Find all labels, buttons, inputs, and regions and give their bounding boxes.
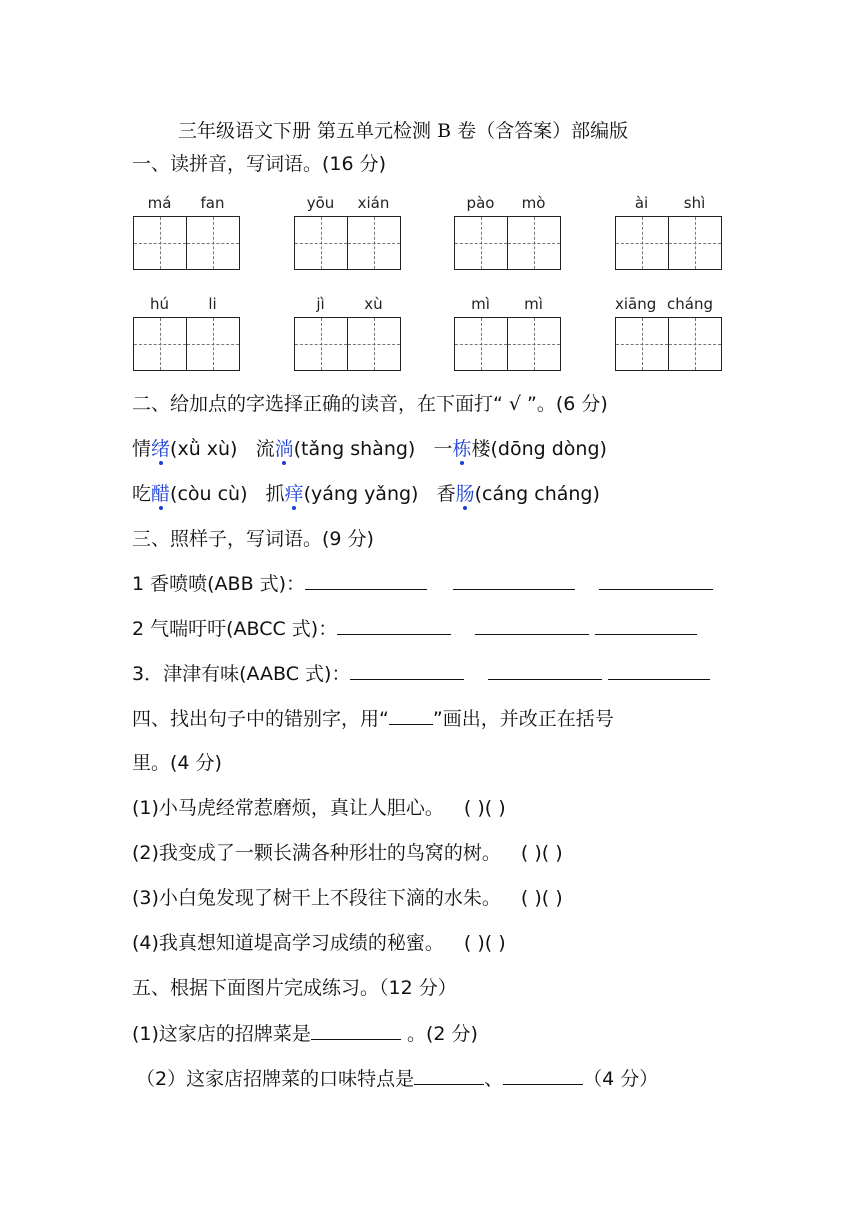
pinyin-2: fan bbox=[200, 194, 225, 212]
dotted-char: 淌 bbox=[274, 438, 294, 460]
correction-item-3: (3)小白兔发现了树干上不段往下滴的水朱。 ( )( ) bbox=[132, 887, 563, 909]
reading-item[interactable]: 香肠(cáng cháng) bbox=[436, 483, 600, 505]
writing-boxes[interactable] bbox=[133, 317, 240, 371]
dotted-char: 绪 bbox=[151, 438, 171, 460]
pinyin-2: mì bbox=[524, 295, 543, 313]
document-title: 三年级语文下册 第五单元检测 B 卷（含答案）部编版 bbox=[178, 120, 629, 142]
writing-boxes[interactable] bbox=[294, 317, 401, 371]
writing-boxes[interactable] bbox=[615, 216, 722, 270]
answer-parens[interactable]: ( )( ) bbox=[463, 797, 506, 819]
pinyin-2: li bbox=[208, 295, 217, 313]
pattern-item-1: 1 香喷喷(ABB 式)： bbox=[132, 571, 713, 596]
writing-boxes[interactable] bbox=[294, 216, 401, 270]
pinyin-2: shì bbox=[683, 194, 706, 212]
answer-blank[interactable] bbox=[311, 1021, 401, 1040]
writing-boxes[interactable] bbox=[133, 216, 240, 270]
correction-item-4: (4)我真想知道堤高学习成绩的秘蜜。 ( )( ) bbox=[132, 932, 506, 954]
answer-blank[interactable] bbox=[608, 661, 710, 680]
picture-question-1: (1)这家店的招牌菜是 。(2 分) bbox=[132, 1023, 478, 1045]
pinyin-1: pào bbox=[466, 194, 495, 212]
correction-item-2: (2)我变成了一颗长满各种形壮的鸟窝的树。 ( )( ) bbox=[132, 842, 563, 864]
pinyin-1: má bbox=[147, 194, 172, 212]
dotted-char: 肠 bbox=[455, 483, 475, 505]
answer-blank[interactable] bbox=[414, 1066, 484, 1085]
pinyin-1: mì bbox=[471, 295, 490, 313]
answer-parens[interactable]: ( )( ) bbox=[520, 842, 563, 864]
answer-blank[interactable] bbox=[488, 661, 602, 680]
answer-blank[interactable] bbox=[453, 571, 575, 590]
reading-item[interactable]: 情绪(xǜ xù) bbox=[132, 438, 238, 460]
correction-item-1: (1)小马虎经常惹磨烦，真让人胆心。 ( )( ) bbox=[132, 797, 506, 819]
pinyin-2: xù bbox=[364, 295, 383, 313]
answer-blank[interactable] bbox=[305, 571, 427, 590]
pinyin-1: yōu bbox=[306, 194, 335, 212]
section-5-heading: 五、根据下面图片完成练习。（12 分） bbox=[132, 977, 457, 999]
pinyin-1: hú bbox=[149, 295, 169, 313]
answer-parens[interactable]: ( )( ) bbox=[520, 887, 563, 909]
reading-item[interactable]: 流淌(tǎng shàng) bbox=[255, 438, 416, 460]
section-4-heading: 四、找出句子中的错别字，用“ ”画出，并改正在括号 bbox=[132, 708, 614, 730]
pinyin-2: mò bbox=[521, 194, 546, 212]
reading-row-2 bbox=[132, 482, 600, 506]
reading-item[interactable]: 吃醋(còu cù) bbox=[132, 483, 248, 505]
dotted-char: 栋 bbox=[452, 438, 472, 460]
pinyin-1: xiāng bbox=[615, 295, 657, 313]
pinyin-2: xián bbox=[357, 194, 390, 212]
dotted-char: 痒 bbox=[284, 483, 304, 505]
answer-parens[interactable]: ( )( ) bbox=[463, 932, 506, 954]
underline-sample bbox=[389, 706, 433, 725]
answer-blank[interactable] bbox=[503, 1066, 583, 1085]
section-3-heading: 三、照样子，写词语。(9 分) bbox=[132, 528, 374, 550]
answer-blank[interactable] bbox=[337, 616, 451, 635]
answer-blank[interactable] bbox=[599, 571, 713, 590]
reading-item[interactable]: 一栋楼(dōng dòng) bbox=[433, 438, 607, 460]
dotted-char: 醋 bbox=[151, 483, 171, 505]
writing-boxes[interactable] bbox=[454, 216, 561, 270]
answer-blank[interactable] bbox=[475, 616, 589, 635]
answer-blank[interactable] bbox=[595, 616, 697, 635]
answer-blank[interactable] bbox=[350, 661, 464, 680]
section-1-heading: 一、读拼音，写词语。(16 分) bbox=[132, 153, 387, 175]
pinyin-1: ài bbox=[634, 194, 649, 212]
pattern-item-2: 2 气喘吁吁(ABCC 式)： bbox=[132, 616, 697, 641]
pinyin-1: jì bbox=[316, 295, 325, 313]
writing-boxes[interactable] bbox=[615, 317, 722, 371]
writing-boxes[interactable] bbox=[454, 317, 561, 371]
reading-item[interactable]: 抓痒(yáng yǎng) bbox=[265, 483, 419, 505]
section-2-heading: 二、给加点的字选择正确的读音，在下面打“ √ ”。(6 分) bbox=[132, 393, 608, 415]
section-4-heading-cont: 里。(4 分) bbox=[132, 752, 222, 774]
pattern-item-3: 3．津津有味(AABC 式)： bbox=[132, 661, 710, 686]
pinyin-2: cháng bbox=[667, 295, 713, 313]
picture-question-2: （2）这家店招牌菜的口味特点是 、 （4 分） bbox=[136, 1068, 659, 1090]
reading-row-1 bbox=[132, 437, 607, 461]
